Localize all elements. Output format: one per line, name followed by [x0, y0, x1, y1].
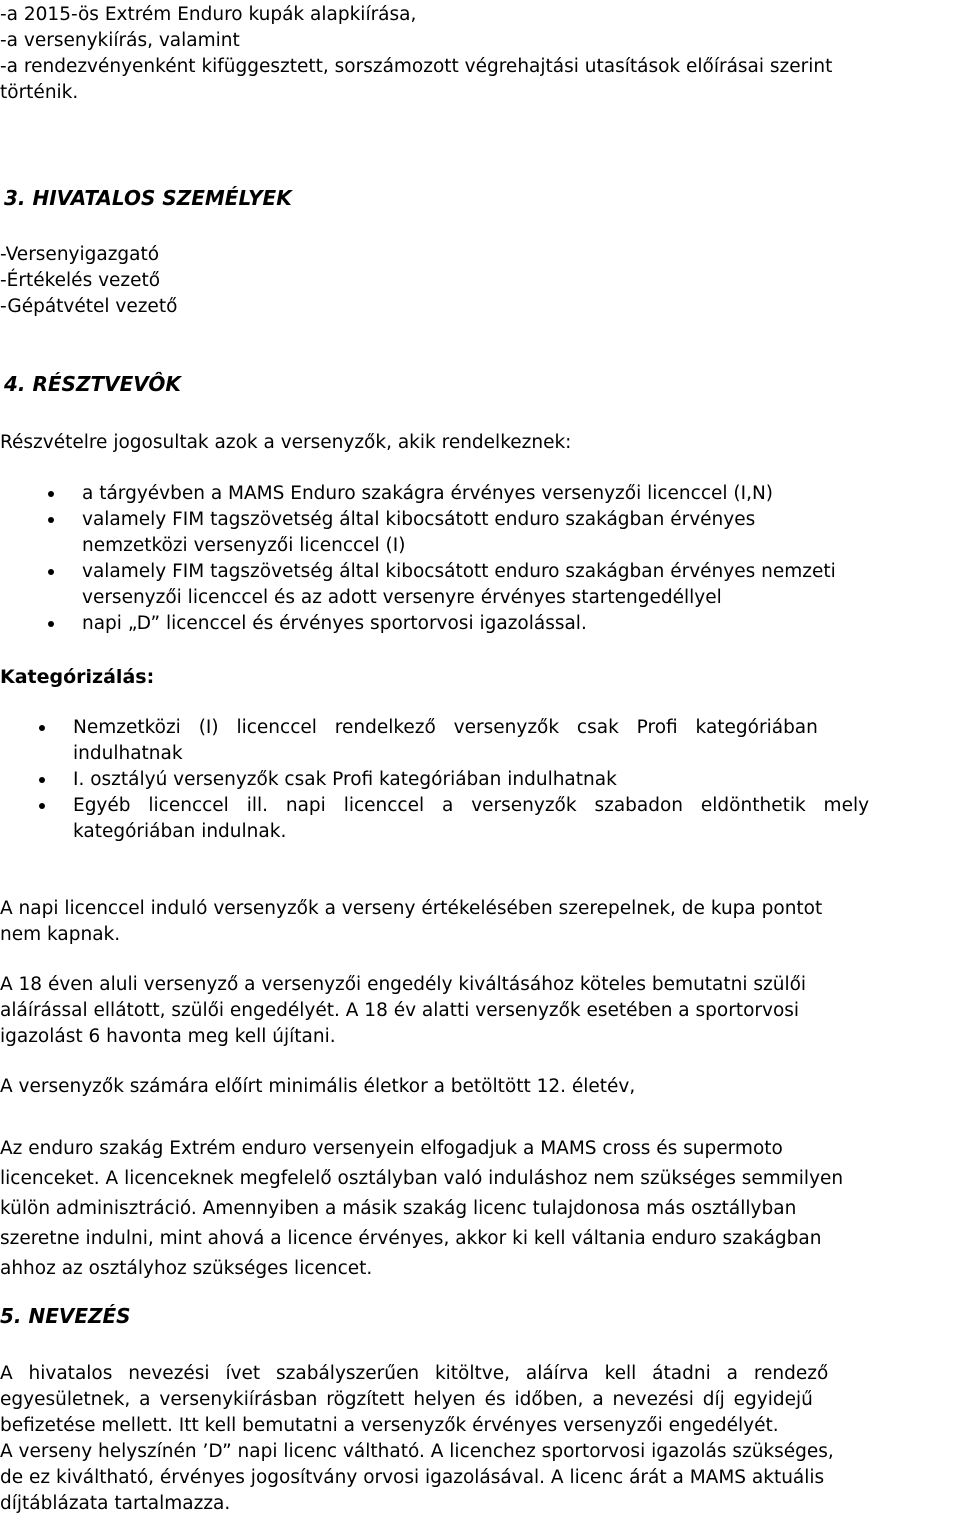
- list-item: [0, 767, 960, 793]
- list-item-text-cont: indulhatnak: [73, 743, 183, 764]
- section-4-heading: 4. RÉSZTVEVÔK: [4, 372, 181, 396]
- list-item: [0, 481, 960, 507]
- paragraph-line: A verseny helyszínén ’D” napi licenc váltható. A licenchez sportorvosi igazolás szükséges,: [0, 1441, 834, 1462]
- paragraph-line: igazolást 6 havonta meg kell újítani.: [0, 1026, 336, 1047]
- section-4-intro: Részvételre jogosultak azok a versenyzők, akik rendelkeznek:: [0, 432, 572, 453]
- intro-line: -a 2015-ös Extrém Enduro kupák alapkiírása,: [0, 4, 417, 25]
- list-item-text-cont: versenyzői licenccel és az adott versenyre érvényes startengedéllyel: [82, 587, 722, 608]
- paragraph-line: A hivatalos nevezési ívet szabályszerűen kitöltve, aláírva kell átadni a rendező: [0, 1363, 829, 1384]
- paragraph-line: díjtáblázata tartalmazza.: [0, 1493, 231, 1514]
- list-item-text: valamely FIM tagszövetség által kibocsátott enduro szakágban érvényes nemzeti: [82, 561, 836, 582]
- paragraph-helyszini-licenc: [0, 1439, 960, 1517]
- bullet-icon: [39, 777, 45, 783]
- list-item: [0, 793, 960, 845]
- official-item: -Versenyigazgató: [0, 244, 160, 265]
- list-item-text: Nemzetközi (I) licenccel rendelkező versenyzők csak Profi kategóriában: [73, 717, 818, 738]
- paragraph-line: szeretne indulni, mint ahová a licence érvényes, akkor ki kell váltania enduro szakágban: [0, 1228, 822, 1249]
- eligibility-list: [0, 481, 960, 637]
- paragraph-under-18: [0, 972, 960, 1050]
- intro-block: [0, 2, 960, 106]
- paragraph-line: egyesületnek, a versenykiírásban rögzített helyen és időben, a nevezési díj egyidejű: [0, 1389, 813, 1410]
- paragraph-line: Az enduro szakág Extrém enduro versenyein elfogadjuk a MAMS cross és supermoto: [0, 1138, 783, 1159]
- paragraph-licence-acceptance: [0, 1134, 960, 1284]
- paragraph-nevezes: [0, 1361, 960, 1439]
- official-item: -Értékelés vezető: [0, 270, 161, 291]
- paragraph-line: befizetése mellett. Itt kell bemutatni a versenyzők érvényes versenyzői engedélyét.: [0, 1415, 779, 1436]
- bullet-icon: [48, 569, 54, 575]
- list-item: [0, 559, 960, 611]
- paragraph-napi-licenc: [0, 896, 960, 948]
- paragraph-line: licenceket. A licenceknek megfelelő osztályban való induláshoz nem szükséges semmilyen: [0, 1168, 844, 1189]
- bullet-icon: [48, 621, 54, 627]
- intro-line: -a versenykiírás, valamint: [0, 30, 240, 51]
- paragraph-line: nem kapnak.: [0, 924, 121, 945]
- section-3-list: [0, 242, 960, 320]
- paragraph-line: ahhoz az osztályhoz szükséges licencet.: [0, 1258, 373, 1279]
- list-item-text: I. osztályú versenyzők csak Profi kategóriában indulhatnak: [73, 769, 617, 790]
- bullet-icon: [48, 517, 54, 523]
- category-list: [0, 715, 960, 845]
- official-item: -Gépátvétel vezető: [0, 296, 178, 317]
- list-item: [0, 611, 960, 637]
- list-item-text-cont: kategóriában indulnak.: [73, 821, 287, 842]
- list-item-line-justified: valamely FIM tagszövetség által kibocsátott enduro szakágban érvényes: [82, 509, 756, 530]
- list-item: [0, 715, 960, 767]
- paragraph-min-age: [0, 1074, 960, 1100]
- bullet-icon: [39, 803, 45, 809]
- paragraph-line: aláírással ellátott, szülői engedélyét. A 18 év alatti versenyzők esetében a sportorvosi: [0, 1000, 800, 1021]
- paragraph-line: A 18 éven aluli versenyző a versenyzői engedély kiváltásához köteles bemutatni szülői: [0, 974, 807, 995]
- paragraph-line: külön adminisztráció. Amennyiben a másik szakág licenc tulajdonosa más osztállyban: [0, 1198, 797, 1219]
- list-item-text: a tárgyévben a MAMS Enduro szakágra érvényes versenyzői licenccel (I,N): [82, 483, 774, 504]
- list-item-text: [82, 507, 960, 533]
- category-label: Kategórizálás:: [0, 666, 155, 688]
- paragraph-line: de ez kiváltható, érvényes jogosítvány orvosi igazolásával. A licenc árát a MAMS aktuális: [0, 1467, 825, 1488]
- section-3-heading: 3. HIVATALOS SZEMÉLYEK: [4, 186, 292, 210]
- bullet-icon: [48, 491, 54, 497]
- list-item-text: napi „D” licenccel és érvényes sportorvosi igazolással.: [82, 613, 587, 634]
- list-item-text-cont: nemzetközi versenyzői licenccel (I): [82, 535, 406, 556]
- list-item-text: Egyéb licenccel ill. napi licenccel a versenyzők szabadon eldönthetik mely: [73, 795, 870, 816]
- intro-line: -a rendezvényenként kifüggesztett, sorszámozott végrehajtási utasítások előírásai szerint: [0, 56, 833, 77]
- bullet-icon: [39, 725, 45, 731]
- section-5-heading: 5. NEVEZÉS: [0, 1304, 131, 1328]
- intro-line: történik.: [0, 82, 79, 103]
- paragraph-line: A napi licenccel induló versenyzők a verseny értékelésében szerepelnek, de kupa pontot: [0, 898, 823, 919]
- paragraph-line: A versenyzők számára előírt minimális életkor a betöltött 12. életév,: [0, 1076, 636, 1097]
- list-item: [0, 507, 960, 559]
